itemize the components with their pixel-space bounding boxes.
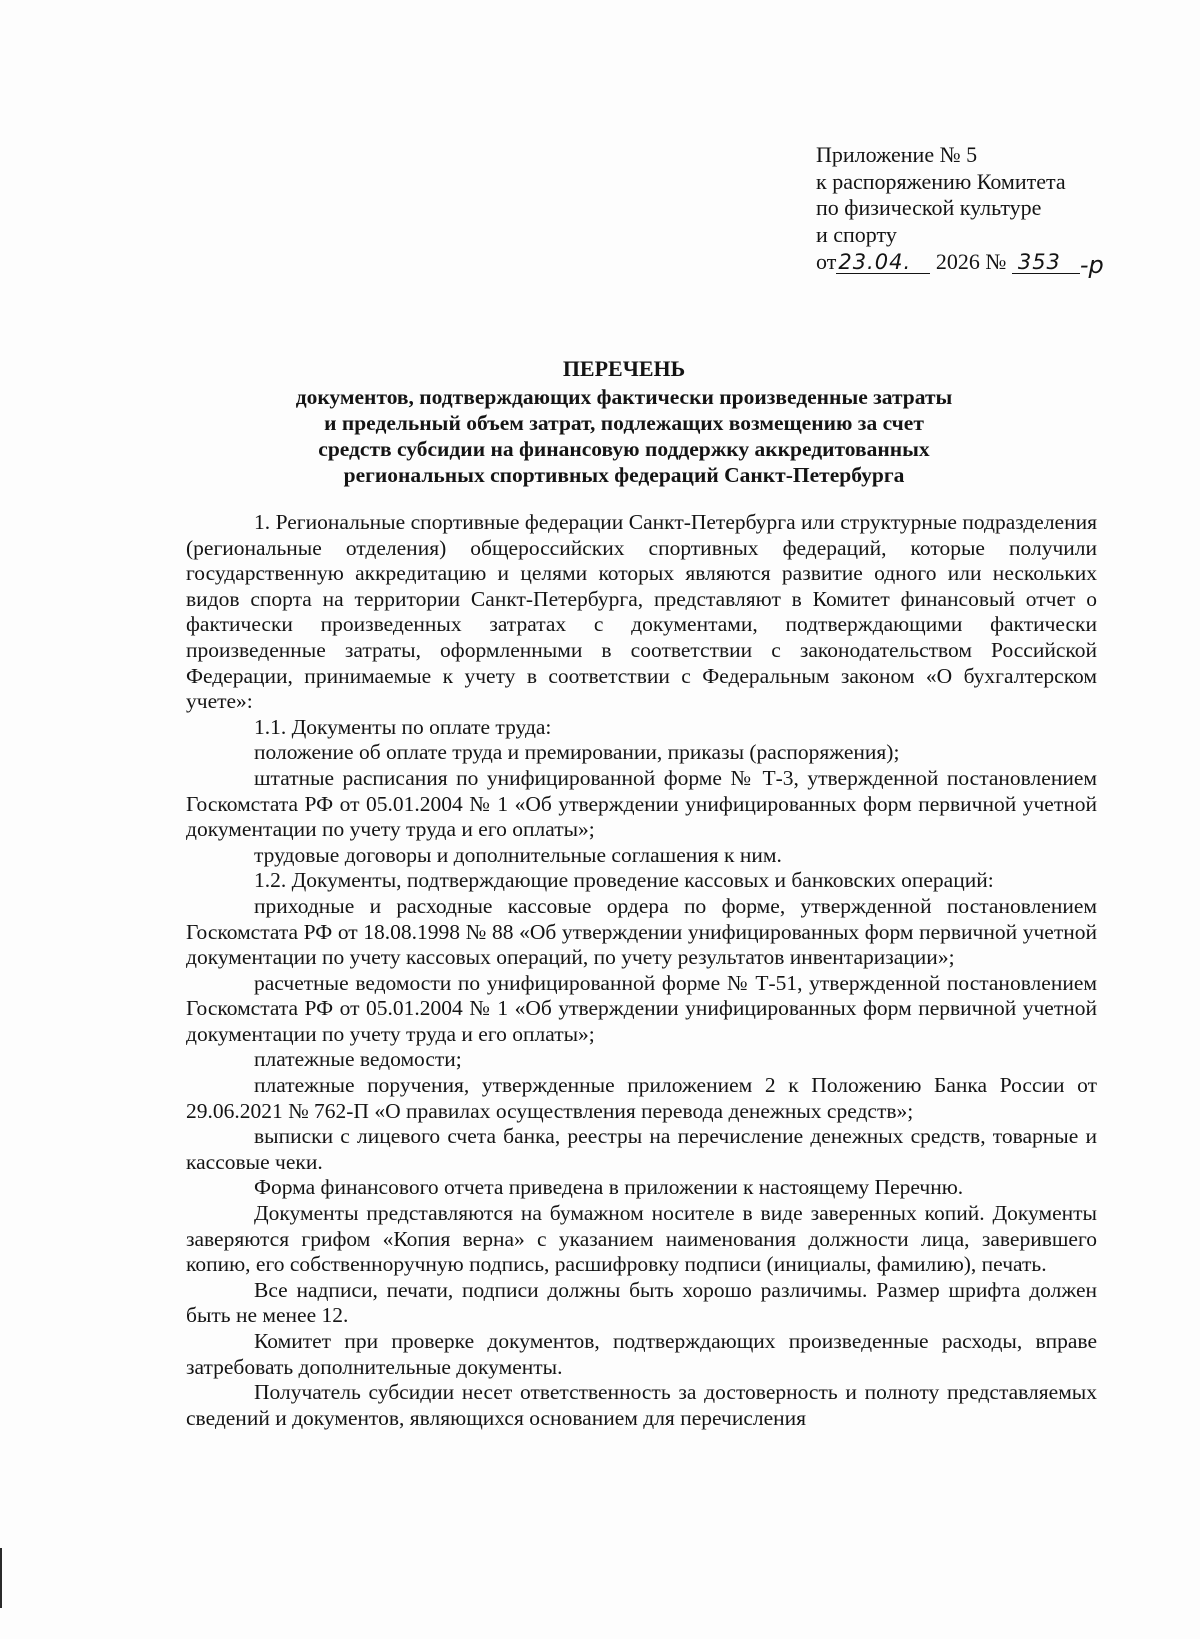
- scan-edge-mark: [0, 1548, 2, 1608]
- title-line: региональных спортивных федераций Санкт-Петербурга: [343, 463, 905, 487]
- paragraph: Комитет при проверке документов, подтверждающих произведенные расходы, вправе затребовать дополнительные документы.: [186, 1329, 1097, 1379]
- list-item: расчетные ведомости по унифицированной форме № Т-51, утвержденной постановлением Госкомстата РФ от 05.01.2004 № 1 «Об утверждении унифицированных форм первичной учетной документации по учету труда и его оплаты»;: [186, 970, 1097, 1046]
- date-prefix: от: [816, 249, 837, 274]
- list-item: приходные и расходные кассовые ордера по форме, утвержденной постановлением Госкомстата РФ от 18.08.1998 № 88 «Об утверждении унифицированных форм первичной учетной документации по учету кассовых операций, по учету результатов инвентаризации»;: [186, 893, 1097, 970]
- appendix-number: Приложение № 5: [816, 142, 978, 167]
- handwritten-number-suffix: -р: [1079, 251, 1104, 279]
- appendix-line-sport: и спорту: [816, 221, 897, 247]
- appendix-header: [816, 142, 1104, 279]
- document-body: [186, 510, 1097, 1431]
- list-item: выписки с лицевого счета банка, реестры на перечисление денежных средств, товарные и кассовые чеки.: [186, 1124, 1097, 1174]
- handwritten-number: 353: [1012, 251, 1080, 274]
- paragraph: Документы представляются на бумажном носителе в виде заверенных копий. Документы заверяются грифом «Копия верна» с указанием наименования должности лица, заверившего копию, его собственноручную подпись, расшифровку подписи (инициалы, фамилию), печать.: [186, 1201, 1097, 1277]
- year-label: 2026 №: [935, 249, 1007, 274]
- list-item: трудовые договоры и дополнительные соглашения к ним.: [254, 842, 782, 867]
- handwritten-date: 23.04.: [836, 251, 930, 274]
- appendix-line-order: к распоряжению Комитета: [816, 168, 1066, 194]
- appendix-line-committee: по физической культуре: [816, 195, 1042, 220]
- title-line: документов, подтверждающих фактически произведенные затраты: [295, 385, 953, 409]
- document-title: [180, 356, 1068, 488]
- paragraph-1-1: 1.1. Документы по оплате труда:: [254, 714, 552, 739]
- paragraph-1-2: 1.2. Документы, подтверждающие проведение кассовых и банковских операций:: [254, 868, 994, 893]
- title-heading: ПЕРЕЧЕНЬ: [562, 356, 686, 381]
- title-line: и предельный объем затрат, подлежащих возмещению за счет: [324, 411, 924, 435]
- list-item: положение об оплате труда и премировании, приказы (распоряжения);: [254, 740, 900, 765]
- appendix-date-line: [816, 248, 1104, 279]
- paragraph-1: 1. Региональные спортивные федерации Санкт-Петербурга или структурные подразделения (региональные отделения) общероссийских спортивных федераций, которые получили государственную аккредитацию и целями которых являются развитие одного или нескольких видов спорта на территории Санкт-Петербурга, представляют в Комитет финансовый отчет о фактически произведенных затратах с документами, подтверждающими фактически произведенные затраты, оформленными в соответствии с законодательством Российской Федерации, принимаемые к учету в соответствии с Федеральным законом «О бухгалтерском учете»:: [186, 510, 1097, 714]
- list-item: платежные ведомости;: [254, 1047, 462, 1072]
- paragraph: Форма финансового отчета приведена в приложении к настоящему Перечню.: [254, 1175, 964, 1200]
- paragraph: Получатель субсидии несет ответственность за достоверность и полноту представляемых сведений и документов, являющихся основанием для перечисления: [186, 1380, 1097, 1430]
- list-item: платежные поручения, утвержденные приложением 2 к Положению Банка России от 29.06.2021 № 762-П «О правилах осуществления перевода денежных средств»;: [186, 1073, 1097, 1123]
- paragraph: Все надписи, печати, подписи должны быть хорошо различимы. Размер шрифта должен быть не менее 12.: [186, 1277, 1097, 1328]
- list-item: штатные расписания по унифицированной форме № Т-3, утвержденной постановлением Госкомстата РФ от 05.01.2004 № 1 «Об утверждении унифицированных форм первичной учетной документации по учету труда и его оплаты»;: [186, 765, 1097, 842]
- title-line: средств субсидии на финансовую поддержку аккредитованных: [318, 437, 930, 461]
